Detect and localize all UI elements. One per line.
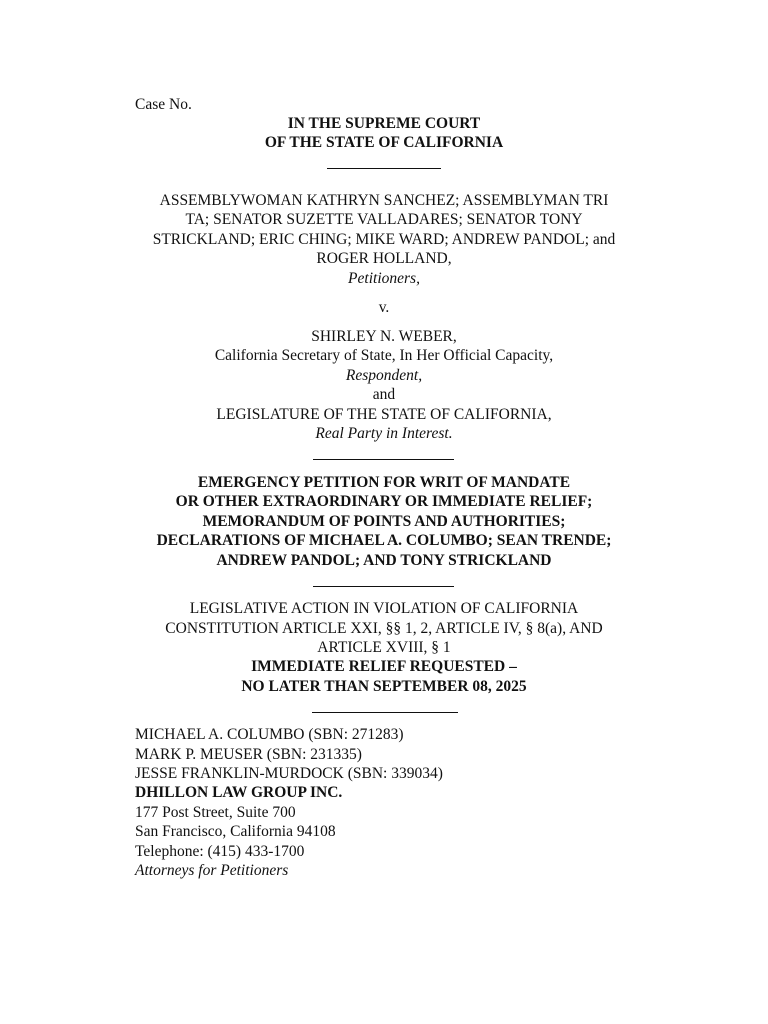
respondent-name: SHIRLEY N. WEBER,	[311, 328, 457, 345]
attorney-1: MICHAEL A. COLUMBO (SBN: 271283)	[135, 726, 404, 743]
attorney-3: JESSE FRANKLIN-MURDOCK (SBN: 339034)	[135, 765, 443, 782]
court-line-2: OF THE STATE OF CALIFORNIA	[264, 134, 504, 151]
legislative-action-line-3: ARTICLE XVIII, § 1	[317, 639, 451, 656]
divider-2	[313, 459, 454, 460]
relief-line-1: IMMEDIATE RELIEF REQUESTED –	[251, 658, 517, 675]
law-firm: DHILLON LAW GROUP INC.	[135, 784, 343, 801]
title-line-2: OR OTHER EXTRAORDINARY OR IMMEDIATE RELIEF;	[175, 493, 593, 510]
petitioners-line-1: ASSEMBLYWOMAN KATHRYN SANCHEZ; ASSEMBLYMAN TRI	[159, 192, 609, 209]
case-number: Case No.	[135, 96, 192, 113]
title-line-5: ANDREW PANDOL; AND TONY STRICKLAND	[216, 552, 552, 569]
attorney-2: MARK P. MEUSER (SBN: 231335)	[135, 746, 362, 763]
divider-1	[327, 168, 441, 169]
legislative-action-line-1: LEGISLATIVE ACTION IN VIOLATION OF CALIFORNIA	[189, 600, 579, 617]
divider-3	[313, 586, 454, 587]
petitioners-line-4: ROGER HOLLAND,	[316, 250, 452, 267]
counsel-role: Attorneys for Petitioners	[135, 862, 289, 879]
real-party-role: Real Party in Interest.	[315, 425, 453, 442]
court-line-1: IN THE SUPREME COURT	[287, 115, 481, 132]
title-line-1: EMERGENCY PETITION FOR WRIT OF MANDATE	[197, 474, 571, 491]
title-line-3: MEMORANDUM OF POINTS AND AUTHORITIES;	[202, 513, 566, 530]
relief-line-2: NO LATER THAN SEPTEMBER 08, 2025	[241, 678, 527, 695]
divider-4	[312, 712, 458, 713]
versus: v.	[378, 299, 390, 316]
respondent-capacity: California Secretary of State, In Her Official Capacity,	[214, 347, 554, 364]
title-line-4: DECLARATIONS OF MICHAEL A. COLUMBO; SEAN TRENDE;	[156, 532, 612, 549]
address-line-1: 177 Post Street, Suite 700	[135, 804, 296, 821]
petitioners-line-3: STRICKLAND; ERIC CHING; MIKE WARD; ANDREW PANDOL; and	[152, 231, 616, 248]
address-line-2: San Francisco, California 94108	[135, 823, 336, 840]
petitioners-role: Petitioners,	[348, 270, 420, 287]
legislative-action-line-2: CONSTITUTION ARTICLE XXI, §§ 1, 2, ARTICLE IV, § 8(a), AND	[165, 620, 603, 637]
petitioners-line-2: TA; SENATOR SUZETTE VALLADARES; SENATOR TONY	[185, 211, 583, 228]
real-party-name: LEGISLATURE OF THE STATE OF CALIFORNIA,	[216, 406, 552, 423]
respondent-role: Respondent,	[345, 367, 423, 384]
telephone: Telephone: (415) 433-1700	[135, 843, 305, 860]
and-connector: and	[372, 386, 396, 403]
